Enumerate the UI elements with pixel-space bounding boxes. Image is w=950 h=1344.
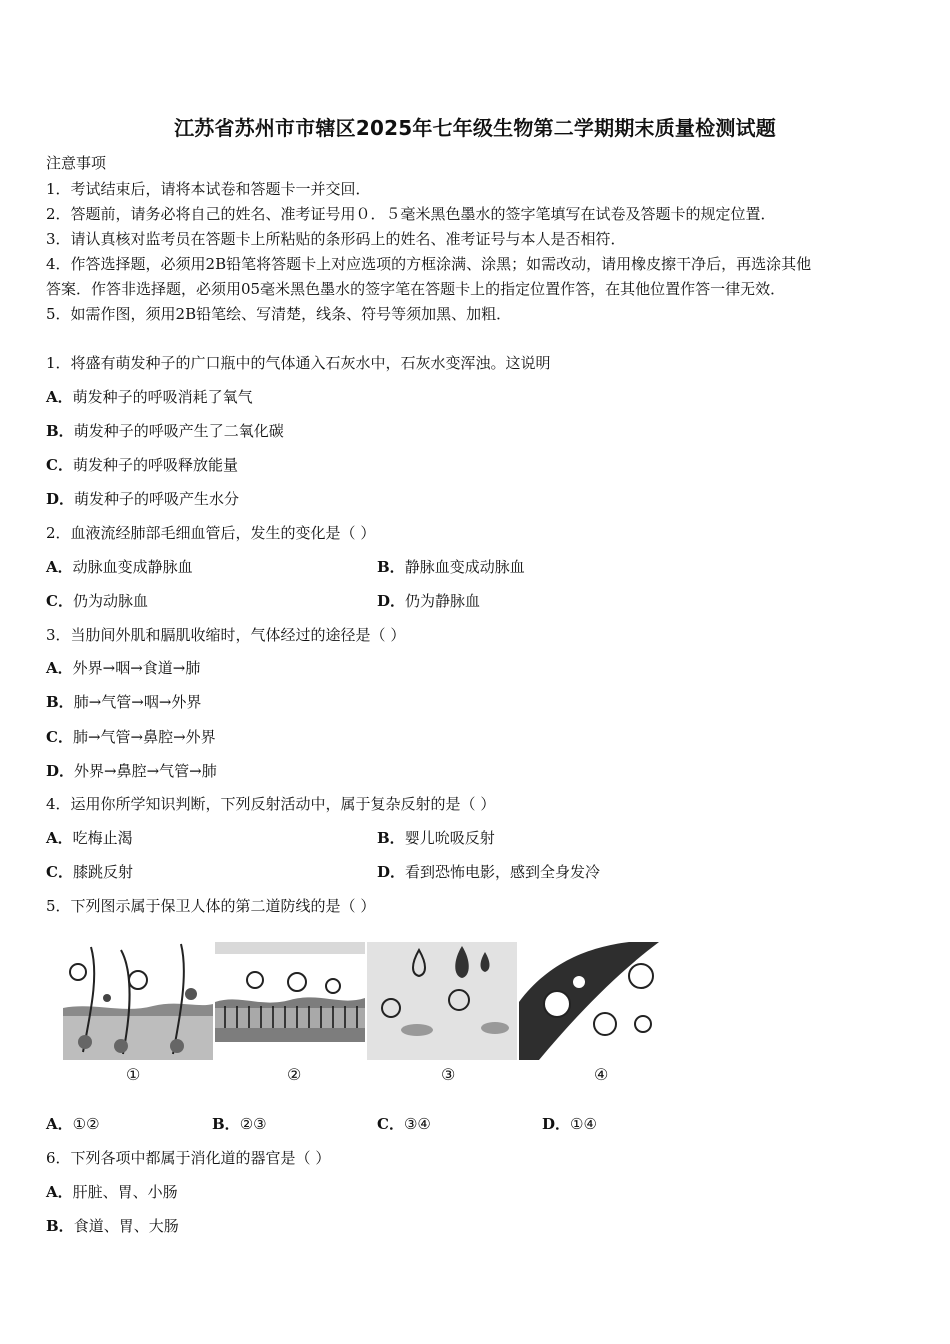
option-text: ②③ (239, 1115, 267, 1133)
notice-item: 4．作答选择题，必须用2B铅笔将答题卡上对应选项的方框涂满、涂黑；如需改动，请用橡皮擦干净后，再选涂其他 (46, 255, 812, 273)
option-label: A． (46, 829, 73, 847)
option-text: 萌发种子的呼吸产生了二氧化碳 (73, 422, 284, 440)
option-label: B． (377, 829, 405, 847)
option-label: A． (46, 659, 73, 677)
notice-item: 5．如需作图，须用2B铅笔绘、写清楚，线条、符号等须加黑、加粗． (46, 305, 512, 323)
figure-label: ③ (441, 1065, 456, 1084)
option-text: 萌发种子的呼吸消耗了氧气 (72, 388, 253, 406)
option-text: 肺→气管→咽→外界 (73, 693, 202, 711)
option-text: 膝跳反射 (72, 863, 133, 881)
option (46, 420, 284, 441)
defense-line-figure (63, 942, 668, 1060)
option-text: 仍为动脉血 (72, 592, 148, 610)
option (46, 556, 193, 577)
skin-barrier-illustration (63, 942, 213, 1060)
option-text: 萌发种子的呼吸释放能量 (72, 456, 238, 474)
option-label: A． (46, 558, 73, 576)
option (377, 590, 480, 611)
option-label: D． (542, 1115, 571, 1133)
option-text: 外界→鼻腔→气管→肺 (74, 762, 217, 780)
option-label: A． (46, 1183, 73, 1201)
option (46, 657, 200, 678)
option (212, 1113, 267, 1134)
option (377, 827, 495, 848)
option (46, 760, 217, 781)
question-stem: 1．将盛有萌发种子的广口瓶中的气体通入石灰水中，石灰水变浑浊。这说明 (46, 354, 551, 372)
notice-heading: 注意事项 (46, 154, 107, 172)
option (46, 861, 133, 882)
page-title: 江苏省苏州市市辖区2025年七年级生物第二学期期末质量检测试题 (174, 116, 776, 140)
notice-item: 2．答题前，请务必将自己的姓名、准考证号用０．５毫米黑色墨水的签字笔填写在试卷及答题卡的规定位置． (46, 205, 776, 223)
option-label: C． (46, 456, 73, 474)
option (46, 488, 239, 509)
option-text: 肝脏、胃、小肠 (72, 1183, 178, 1201)
notice-item: 答案．作答非选择题，必须用05毫米黑色墨水的签字笔在答题卡上的指定位置作答，在其他位置作答一律无效． (46, 280, 786, 298)
option-text: 食道、胃、大肠 (73, 1217, 179, 1235)
option (46, 454, 238, 475)
notice-item: 1．考试结束后，请将本试卷和答题卡一并交回． (46, 180, 371, 198)
option-label: C． (46, 728, 73, 746)
option-text: 动脉血变成静脉血 (72, 558, 193, 576)
phagocyte-illustration (519, 942, 669, 1060)
option (377, 1113, 431, 1134)
option-label: C． (377, 1115, 404, 1133)
question-stem: 6．下列各项中都属于消化道的器官是（ ） (46, 1149, 331, 1167)
option (377, 861, 600, 882)
option-label: B． (46, 693, 74, 711)
option (46, 590, 148, 611)
figure-label: ① (126, 1065, 141, 1084)
figure-label: ② (287, 1065, 302, 1084)
question-stem: 3．当肋间外肌和膈肌收缩时，气体经过的途径是（ ） (46, 626, 406, 644)
option-text: 看到恐怖电影，感到全身发冷 (405, 863, 601, 881)
figure-label: ④ (594, 1065, 609, 1084)
option-text: 静脉血变成动脉血 (404, 558, 525, 576)
option-label: D． (377, 592, 406, 610)
option (46, 1113, 100, 1134)
option-label: C． (46, 592, 73, 610)
option (542, 1113, 597, 1134)
body-fluid-illustration (367, 942, 517, 1060)
option-label: D． (377, 863, 406, 881)
notice-item: 3．请认真核对监考员在答题卡上所粘贴的条形码上的姓名、准考证号与本人是否相符． (46, 230, 626, 248)
option-text: ①② (72, 1115, 100, 1133)
option-label: D． (46, 490, 75, 508)
option (46, 726, 216, 747)
question-stem: 2．血液流经肺部毛细血管后，发生的变化是（ ） (46, 524, 376, 542)
option (46, 827, 133, 848)
option (46, 386, 253, 407)
option-label: C． (46, 863, 73, 881)
option (46, 1181, 178, 1202)
mucosa-illustration (215, 942, 365, 1060)
option-text: 萌发种子的呼吸产生水分 (74, 490, 240, 508)
option-label: B． (212, 1115, 240, 1133)
option-label: B． (377, 558, 405, 576)
option-label: A． (46, 1115, 73, 1133)
option (377, 556, 525, 577)
option-label: A． (46, 388, 73, 406)
option-text: 肺→气管→鼻腔→外界 (72, 728, 216, 746)
question-stem: 5．下列图示属于保卫人体的第二道防线的是（ ） (46, 897, 376, 915)
option (46, 1215, 179, 1236)
option (46, 691, 201, 712)
option-text: ③④ (403, 1115, 431, 1133)
option-label: B． (46, 1217, 74, 1235)
question-stem: 4．运用你所学知识判断，下列反射活动中，属于复杂反射的是（ ） (46, 795, 496, 813)
option-text: ①④ (570, 1115, 597, 1133)
option-text: 外界→咽→食道→肺 (72, 659, 201, 677)
option-text: 婴儿吮吸反射 (404, 829, 495, 847)
option-text: 仍为静脉血 (405, 592, 481, 610)
option-label: D． (46, 762, 75, 780)
option-text: 吃梅止渴 (72, 829, 133, 847)
option-label: B． (46, 422, 74, 440)
